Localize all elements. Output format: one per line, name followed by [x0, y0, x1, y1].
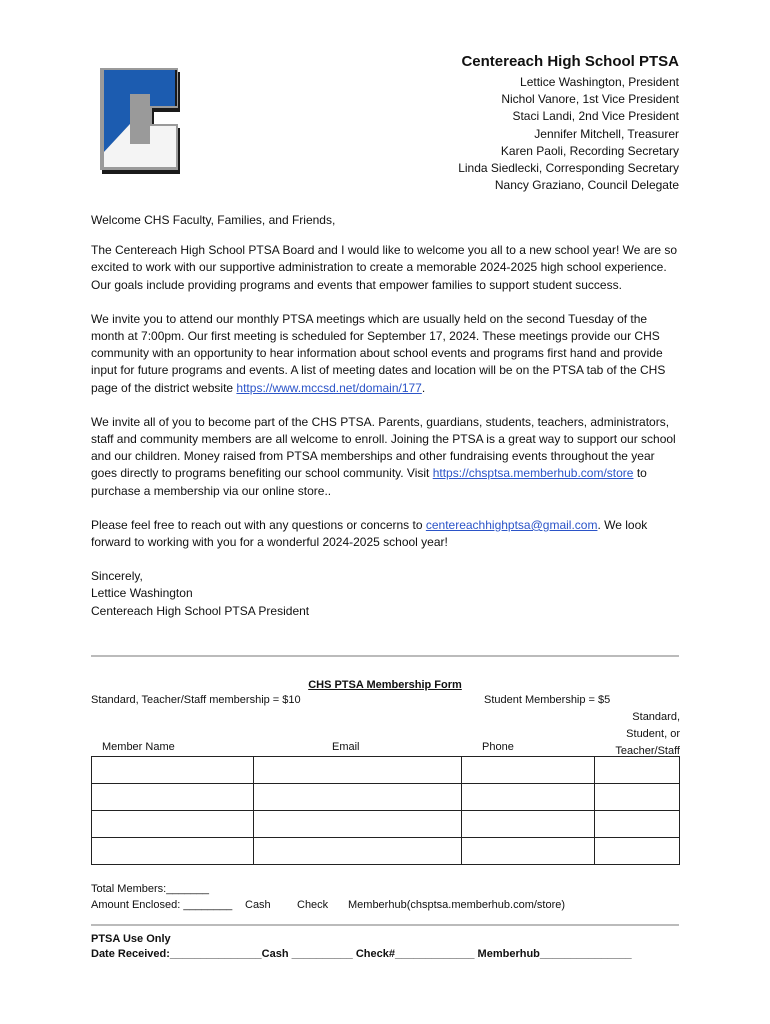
col-membership-type: Standard, Student, or Teacher/Staff — [615, 711, 680, 757]
divider — [91, 924, 679, 926]
name-cell[interactable] — [92, 838, 254, 865]
table-row — [92, 838, 680, 865]
signer-name: Lettice Washington — [91, 586, 193, 601]
payment-check: Check — [297, 899, 329, 911]
phone-cell[interactable] — [462, 838, 595, 865]
officer-recording-secretary: Karen Paoli, Recording Secretary — [500, 143, 679, 158]
amount-enclosed: Amount Enclosed: ________ — [91, 899, 233, 911]
col-email: Email — [332, 741, 360, 753]
standard-rate: Standard, Teacher/Staff membership = $10 — [91, 694, 301, 706]
officer-council-delegate: Nancy Graziano, Council Delegate — [494, 178, 679, 193]
email-cell[interactable] — [254, 784, 462, 811]
payment-cash: Cash — [245, 899, 271, 911]
welcome-letter — [91, 212, 681, 620]
phone-cell[interactable] — [462, 757, 595, 784]
signer-title: Centereach High School PTSA President — [91, 603, 310, 618]
name-cell[interactable] — [92, 811, 254, 838]
total-members: Total Members:_______ — [91, 883, 210, 895]
ptsa-email-link[interactable]: centereachhighptsa@gmail.com — [425, 517, 598, 532]
table-row — [92, 784, 680, 811]
table-row — [92, 811, 680, 838]
officer-corresponding-secretary: Linda Siedlecki, Corresponding Secretary — [458, 161, 679, 176]
name-cell[interactable] — [92, 757, 254, 784]
memberhub-store-link[interactable]: https://chsptsa.memberhub.com/store — [432, 466, 634, 481]
school-logo — [100, 66, 182, 176]
officer-treasurer: Jennifer Mitchell, Treasurer — [534, 126, 679, 141]
email-cell[interactable] — [254, 757, 462, 784]
office-use-line: Date Received:_______________Cash __________ Check#_____________ Memberhub_______________ — [91, 948, 632, 960]
letter-paragraph-1: The Centereach High School PTSA Board and I would like to welcome you all to a new school year! We are so excited to work with our supportive administration to create a memorable 2024-2025 high school experience. Our goals include providing programs and events that empower families to support student success. — [91, 243, 678, 292]
letter-paragraph-4: Please feel free to reach out with any questions or concerns to centereachhighptsa@gmail.com. We look forward to working with you for a wonderful 2024-2025 school year! — [91, 517, 648, 550]
type-cell[interactable] — [595, 757, 680, 784]
district-website-link[interactable]: https://www.mccsd.net/domain/177 — [236, 380, 422, 395]
closing: Sincerely, — [91, 569, 143, 584]
col-phone: Phone — [482, 741, 514, 753]
letter-paragraph-3: We invite all of you to become part of the CHS PTSA. Parents, guardians, students, teachers, administrators, staff and community members are all welcome to enroll. Joining the PTSA is a great way to support our school and our children. Money raised from PTSA memberships and other fundraising events throughout the year goes directly to programs benefiting our school community. Visit https://chsptsa.memberhub.com/store to purchase a membership via our online store.. — [91, 414, 676, 498]
officer-list — [458, 74, 679, 194]
name-cell[interactable] — [92, 784, 254, 811]
table-row — [92, 757, 680, 784]
type-cell[interactable] — [595, 811, 680, 838]
signature-block — [91, 568, 681, 620]
letter-paragraph-2: We invite you to attend our monthly PTSA meetings which are usually held on the second Tuesday of the month at 7:00pm. Our first meeting is scheduled for September 17, 2024. These meetings provide our CHS community with an opportunity to hear information about school events and programs first hand and provide input for future programs and events. A list of meeting dates and location will be on the PTSA tab of the CHS page of the district website https://www.mccsd.net/domain/177. — [91, 311, 666, 395]
letter-greeting: Welcome CHS Faculty, Families, and Friends, — [91, 213, 336, 227]
org-title: Centereach High School PTSA — [461, 53, 679, 70]
divider — [91, 655, 679, 657]
type-cell[interactable] — [595, 838, 680, 865]
email-cell[interactable] — [254, 811, 462, 838]
form-title: CHS PTSA Membership Form — [308, 679, 462, 691]
payment-memberhub: Memberhub(chsptsa.memberhub.com/store) — [348, 899, 566, 911]
email-cell[interactable] — [254, 838, 462, 865]
phone-cell[interactable] — [462, 811, 595, 838]
membership-table — [91, 756, 680, 865]
officer-president: Lettice Washington, President — [520, 75, 679, 89]
office-use-title: PTSA Use Only — [91, 933, 171, 945]
officer-2nd-vp: Staci Landi, 2nd Vice President — [512, 109, 679, 124]
phone-cell[interactable] — [462, 784, 595, 811]
student-rate: Student Membership = $5 — [484, 694, 611, 706]
col-member-name: Member Name — [102, 741, 175, 753]
officer-1st-vp: Nichol Vanore, 1st Vice President — [501, 92, 679, 107]
type-cell[interactable] — [595, 784, 680, 811]
